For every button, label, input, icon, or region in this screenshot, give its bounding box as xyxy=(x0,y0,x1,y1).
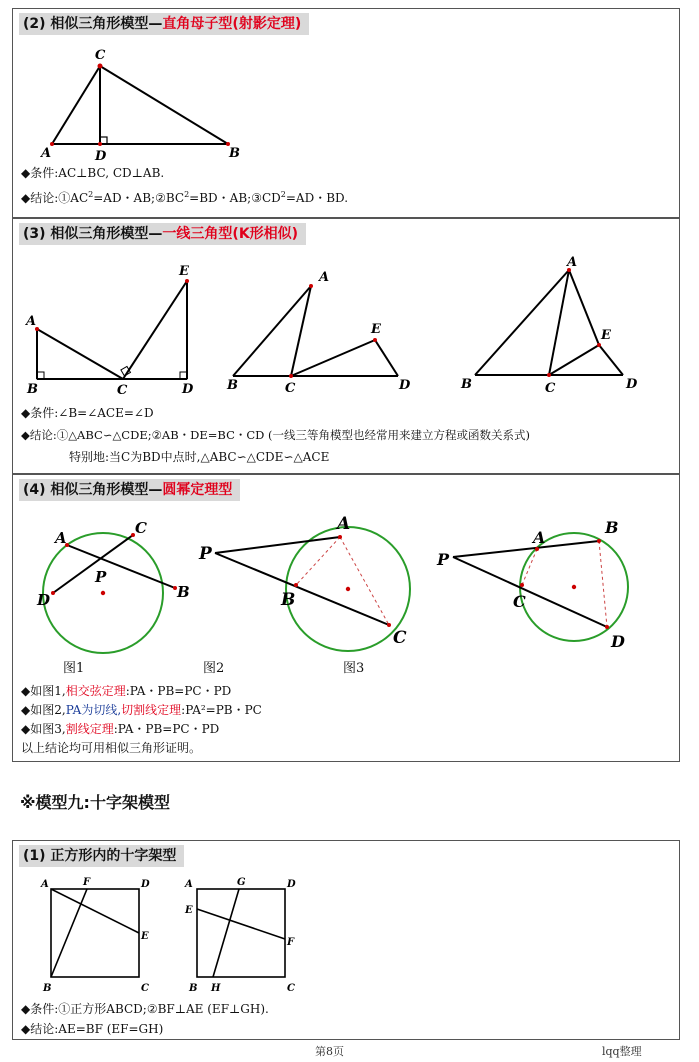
f1-a-label: A xyxy=(26,314,37,329)
c3-p-label: P xyxy=(437,550,450,569)
section-2-condition: ◆条件:AC⊥BC, CD⊥AB. xyxy=(21,166,165,180)
c1-d-label: D xyxy=(37,591,51,609)
sq1-b-label: B xyxy=(43,983,52,994)
section-3-condition: ◆条件:∠B=∠ACE=∠D xyxy=(21,406,154,420)
point-c-label: C xyxy=(95,48,106,63)
fig-1-caption: 图1 xyxy=(63,661,85,676)
section-3-box xyxy=(12,218,680,474)
c3-c-label: C xyxy=(513,592,526,611)
f2-c-label: C xyxy=(285,381,296,396)
sq1-c-label: C xyxy=(141,983,149,994)
f3-d-label: D xyxy=(626,377,638,392)
f3-e-label: E xyxy=(601,328,611,343)
c1-b-label: B xyxy=(177,583,190,601)
section-4-box xyxy=(12,474,680,762)
c3-d-label: D xyxy=(611,632,625,651)
section-2-conclusion: ◆结论$:①AC^2=AD$・$AB;②BC^2=BD$・$AB;③CD^2=AD$・BD. xyxy=(21,190,349,205)
f3-a-label: A xyxy=(567,255,578,270)
intersecting-chords-diagram xyxy=(23,515,193,665)
square-cross-diagram-1 xyxy=(33,875,183,995)
sq2-a-label: A xyxy=(185,879,193,890)
section-2-box xyxy=(12,8,680,218)
cross-model-box xyxy=(12,840,680,1040)
theorem-line-4: 以上结论均可用相似三角形证明。 xyxy=(21,741,202,755)
c2-b-label: B xyxy=(281,590,296,610)
f3-b-label: B xyxy=(461,377,472,392)
section-4-title: (4) 相似三角形模型—圆幂定理型 xyxy=(19,479,240,501)
section-3-title: (3) 相似三角形模型—一线三角型(K形相似) xyxy=(19,223,306,245)
c1-p-label: P xyxy=(95,568,107,586)
theorem-line-2: ◆如图2,PA为切线,切割线定理:PA²=PB・PC xyxy=(21,703,262,717)
sq2-e-label: E xyxy=(185,905,193,916)
section-3-special: 特别地:当C为BD中点时,△ABC∽△CDE∽△ACE xyxy=(69,450,330,464)
sq1-e-label: E xyxy=(141,931,149,942)
sq2-f-label: F xyxy=(287,937,295,948)
c3-a-label: A xyxy=(533,528,546,547)
cross-model-condition: ◆条件:①正方形ABCD;②BF⊥AE (EF⊥GH). xyxy=(21,1002,269,1016)
sq2-d-label: D xyxy=(287,879,296,890)
sq2-c-label: C xyxy=(287,983,295,994)
section-2-title xyxy=(19,13,309,35)
theorem-line-1: ◆如图1,相交弦定理:PA・PB=PC・PD xyxy=(21,684,232,698)
sq1-f-label: F xyxy=(83,877,91,888)
right-triangle-altitude-diagram xyxy=(33,41,253,164)
section-2-title-red: 直角母子型(射影定理) xyxy=(162,16,302,32)
sq2-h-label: H xyxy=(211,983,221,994)
point-b-label: B xyxy=(229,146,240,161)
page-number: 第8页 xyxy=(315,1045,344,1058)
sq1-a-label: A xyxy=(41,879,49,890)
f3-c-label: C xyxy=(545,381,556,396)
f1-e-label: E xyxy=(179,264,189,279)
two-secants-diagram xyxy=(427,509,667,665)
fig-2-caption: 图2 xyxy=(203,661,225,676)
c1-c-label: C xyxy=(135,519,147,537)
sq1-d-label: D xyxy=(141,879,150,890)
f1-d-label: D xyxy=(182,382,194,397)
sq2-b-label: B xyxy=(189,983,198,994)
cross-model-title: (1) 正方形内的十字架型 xyxy=(19,845,184,867)
f1-b-label: B xyxy=(27,382,38,397)
k-shape-diagram-1 xyxy=(19,261,209,398)
k-shape-diagram-2 xyxy=(213,261,423,395)
c1-a-label: A xyxy=(55,529,67,547)
f2-b-label: B xyxy=(227,378,238,393)
section-2-title-prefix: (2) 相似三角形模型— xyxy=(23,16,163,32)
model-nine-heading: ※模型九:十字架模型 xyxy=(20,793,170,812)
f2-a-label: A xyxy=(319,270,330,285)
theorem-line-3: ◆如图3,割线定理:PA・PB=PC・PD xyxy=(21,722,220,736)
c2-c-label: C xyxy=(393,628,407,648)
c2-a-label: A xyxy=(337,514,351,534)
footer-author: lqq整理 xyxy=(602,1045,642,1058)
f2-e-label: E xyxy=(371,322,381,337)
point-d-label: D xyxy=(95,149,107,164)
point-a-label: A xyxy=(41,146,52,161)
fig-3-caption: 图3 xyxy=(343,661,365,676)
sq2-g-label: G xyxy=(237,877,246,888)
c3-b-label: B xyxy=(605,518,619,537)
f2-d-label: D xyxy=(399,378,411,393)
f1-c-label: C xyxy=(117,383,128,398)
c2-p-label: P xyxy=(199,544,212,564)
square-cross-diagram-2 xyxy=(179,875,329,995)
tangent-secant-diagram xyxy=(193,509,433,665)
cross-model-conclusion: ◆结论:AE=BF (EF=GH) xyxy=(21,1022,164,1036)
section-3-conclusion: ◆结论:①△ABC∽△CDE;②AB・DE=BC・CD (一线三等角模型也经常用来建立方程或函数关系式) xyxy=(21,428,531,442)
k-shape-diagram-3 xyxy=(453,255,663,395)
